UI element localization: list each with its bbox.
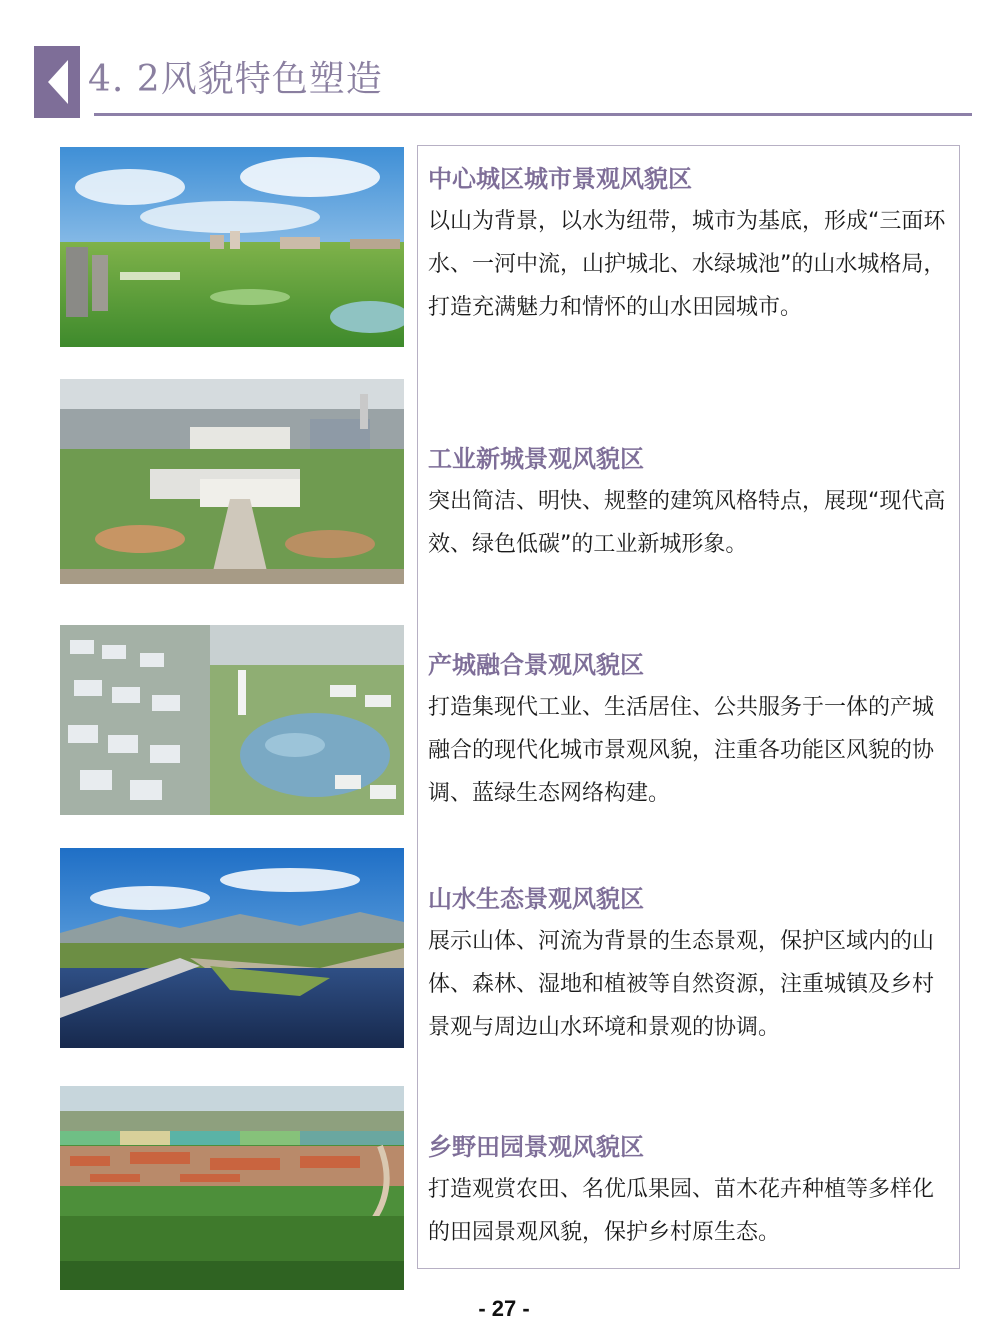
- section-title: 工业新城景观风貌区: [428, 445, 644, 473]
- section-body: 展示山体、河流为背景的生态景观，保护区域内的山体、森林、湿地和植被等自然资源，注重城镇及乡村景观与周边山水环境和景观的协调。: [428, 929, 935, 1040]
- section-body: 打造集现代工业、生活居住、公共服务于一体的产城融合的现代化城市景观风貌，注重各功能区风貌的协调、蓝绿生态网络构建。: [428, 695, 935, 806]
- section-body: 突出简洁、明快、规整的建筑风格特点，展现“现代高效、绿色低碳”的工业新城形象。: [428, 489, 946, 557]
- section-body: 打造观赏农田、名优瓜果园、苗木花卉种植等多样化的田园景观风貌，保护乡村原生态。: [428, 1177, 935, 1245]
- section-industrial: [428, 444, 948, 566]
- section-integration: [428, 650, 948, 815]
- header-tab-marker: [34, 46, 80, 118]
- page-title: 4. 2风貌特色塑造: [88, 59, 383, 100]
- section-rural: [428, 1132, 948, 1254]
- section-city: [428, 164, 948, 329]
- page-number: - 27 -: [478, 1296, 530, 1321]
- aerial-farmland-photo: [60, 1086, 404, 1290]
- header-divider: [94, 113, 972, 116]
- aerial-industrial-photo: [60, 379, 404, 584]
- section-ecology: [428, 884, 948, 1049]
- aerial-rendering-photo: [60, 625, 404, 815]
- section-title: 中心城区城市景观风貌区: [428, 165, 692, 193]
- section-body: 以山为背景，以水为纽带，城市为基底，形成“三面环水、一河中流，山护城北、水绿城池”的山水城格局，打造充满魅力和情怀的山水田园城市。: [428, 209, 946, 320]
- section-title: 产城融合景观风貌区: [428, 651, 644, 679]
- aerial-lake-photo: [60, 848, 404, 1048]
- description-panel: [417, 145, 960, 1269]
- section-title: 山水生态景观风貌区: [428, 885, 644, 913]
- section-title: 乡野田园景观风貌区: [428, 1133, 644, 1161]
- aerial-city-photo: [60, 147, 404, 347]
